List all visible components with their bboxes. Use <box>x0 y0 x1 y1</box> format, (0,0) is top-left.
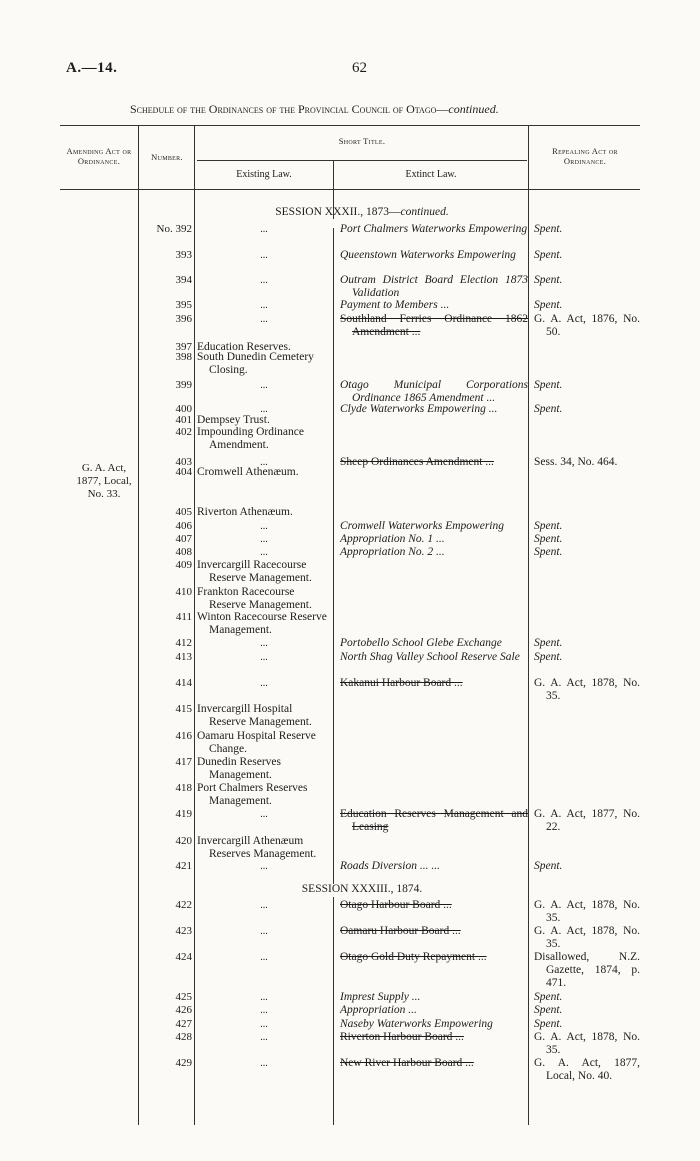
repealing-act-cell <box>534 249 640 262</box>
extinct-law-cell <box>340 313 528 339</box>
row-number: 423 <box>175 925 192 937</box>
col-header-number: Number. <box>151 152 183 162</box>
extinct-law-cell <box>340 808 528 834</box>
extinct-law-text: Appropriation No. 1 ... <box>340 533 445 545</box>
repealing-act-cell <box>534 899 640 925</box>
repealing-act-text: G. A. Act, 1877, Local, No. 40. <box>534 1057 640 1082</box>
extinct-law-text: Payment to Members ... <box>340 299 450 311</box>
repealing-act-text: Spent. <box>534 533 563 545</box>
extinct-law-cell <box>340 637 528 650</box>
existing-law-text: ... <box>260 314 268 325</box>
existing-law-text: ... <box>260 224 268 235</box>
existing-law-text: ... <box>260 250 268 261</box>
existing-law-cell <box>197 299 331 312</box>
repealing-act-cell <box>534 274 640 287</box>
extinct-law-cell <box>340 223 528 236</box>
existing-law-cell <box>197 466 331 479</box>
short-title-rule <box>197 160 527 161</box>
repealing-act-cell <box>534 808 640 834</box>
existing-law-text: Education Reserves. <box>197 341 291 353</box>
repealing-act-cell <box>534 677 640 703</box>
existing-law-cell <box>197 559 331 585</box>
existing-law-cell <box>197 223 331 236</box>
extinct-law-cell <box>340 1031 528 1044</box>
extinct-law-text: Appropriation No. 2 ... <box>340 546 445 558</box>
repealing-act-text: Spent. <box>534 1004 563 1016</box>
extinct-law-cell <box>340 951 528 964</box>
extinct-law-cell <box>340 677 528 690</box>
row-number: 408 <box>175 546 192 558</box>
existing-law-text: ... <box>260 521 268 532</box>
extinct-law-text: Naseby Waterworks Empowering <box>340 1018 493 1030</box>
extinct-law-cell <box>340 991 528 1004</box>
repealing-act-text: G. A. Act, 1877, No. 22. <box>534 808 640 833</box>
repealing-act-text: Spent. <box>534 299 563 311</box>
row-number: No. 392 <box>156 223 192 235</box>
repealing-act-cell <box>534 1057 640 1083</box>
extinct-law-cell <box>340 456 528 469</box>
existing-law-cell <box>197 351 331 377</box>
existing-law-cell <box>197 651 331 664</box>
existing-law-text: ... <box>260 1019 268 1030</box>
existing-law-cell <box>197 533 331 546</box>
col-header-amending: Amending Act or Ordinance. <box>66 146 132 166</box>
extinct-law-cell <box>340 274 528 300</box>
repealing-act-cell <box>534 379 640 392</box>
existing-law-cell <box>197 835 331 861</box>
row-number: 399 <box>175 379 192 391</box>
repealing-act-cell <box>534 313 640 339</box>
row-number: 404 <box>175 466 192 478</box>
extinct-law-text: Appropriation ... <box>340 1004 417 1016</box>
page-code: A.—14. <box>66 60 118 76</box>
col-header-existing: Existing Law. <box>236 169 292 180</box>
repealing-act-cell <box>534 533 640 546</box>
repealing-act-text: Spent. <box>534 546 563 558</box>
existing-law-text: ... <box>260 1032 268 1043</box>
existing-law-cell <box>197 756 331 782</box>
extinct-law-cell <box>340 860 528 873</box>
existing-law-text: Oamaru Hospital Reserve Change. <box>197 730 316 755</box>
existing-law-cell <box>197 506 331 519</box>
repealing-act-text: Sess. 34, No. 464. <box>534 456 618 468</box>
existing-law-cell <box>197 1057 331 1070</box>
existing-law-cell <box>197 1004 331 1017</box>
extinct-law-cell <box>340 1057 528 1070</box>
row-number: 398 <box>175 351 192 363</box>
existing-law-text: Port Chalmers Reserves Management. <box>197 782 308 807</box>
extinct-law-cell <box>340 546 528 559</box>
existing-law-text: ... <box>260 1005 268 1016</box>
row-number: 422 <box>175 899 192 911</box>
existing-law-text: Cromwell Athenæum. <box>197 466 299 478</box>
row-number: 426 <box>175 1004 192 1016</box>
extinct-law-cell <box>340 403 528 416</box>
extinct-law-text: New River Harbour Board ... <box>340 1057 474 1069</box>
existing-law-text: Frankton Racecourse Reserve Management. <box>197 586 312 611</box>
existing-law-text: ... <box>260 992 268 1003</box>
repealing-act-text: Spent. <box>534 379 563 391</box>
repealing-act-text: Spent. <box>534 403 563 415</box>
extinct-law-text: Kakanui Harbour Board ... <box>340 677 463 689</box>
existing-law-cell <box>197 951 331 964</box>
page-number: 62 <box>352 60 367 76</box>
repealing-act-cell <box>534 1018 640 1031</box>
repealing-act-text: Spent. <box>534 637 563 649</box>
repealing-act-text: Spent. <box>534 860 563 872</box>
existing-law-cell <box>197 782 331 808</box>
existing-law-cell <box>197 379 331 392</box>
repealing-act-cell <box>534 546 640 559</box>
row-number: 410 <box>175 586 192 598</box>
existing-law-text: ... <box>260 809 268 820</box>
extinct-law-text: North Shag Valley School Reserve Sale <box>340 651 520 663</box>
page-title: Schedule of the Ordinances of the Provincial Council of Otago—continued. <box>130 102 499 116</box>
row-number: 421 <box>175 860 192 872</box>
extinct-law-text: Oamaru Harbour Board ... <box>340 925 461 937</box>
col-divider-3c <box>333 897 334 1125</box>
row-number: 424 <box>175 951 192 963</box>
extinct-law-cell <box>340 899 528 912</box>
extinct-law-text: Otago Gold Duty Repayment ... <box>340 951 487 963</box>
col-header-extinct: Extinct Law. <box>405 169 457 180</box>
extinct-law-cell <box>340 651 528 664</box>
existing-law-text: ... <box>260 275 268 286</box>
extinct-law-text: Otago Harbour Board ... <box>340 899 452 911</box>
row-number: 413 <box>175 651 192 663</box>
existing-law-text: ... <box>260 380 268 391</box>
col-divider-3b <box>333 228 334 884</box>
repealing-act-text: Spent. <box>534 223 563 235</box>
extinct-law-cell <box>340 379 528 405</box>
existing-law-text: Riverton Athenæum. <box>197 506 293 518</box>
existing-law-cell <box>197 703 331 729</box>
row-number: 402 <box>175 426 192 438</box>
existing-law-text: Dunedin Reserves Management. <box>197 756 281 781</box>
extinct-law-text: Otago Municipal Corporations Ordinance 1865 Amendment ... <box>340 379 528 404</box>
session-heading: SESSION XXXIII., 1874. <box>301 883 423 895</box>
repealing-act-cell <box>534 299 640 312</box>
session-heading: SESSION XXXII., 1873—continued. <box>275 206 449 218</box>
repealing-act-text: Spent. <box>534 991 563 1003</box>
row-number: 416 <box>175 730 192 742</box>
existing-law-text: ... <box>260 300 268 311</box>
existing-law-cell <box>197 1031 331 1044</box>
existing-law-text: ... <box>260 457 268 468</box>
row-number: 397 <box>175 341 192 353</box>
existing-law-cell <box>197 313 331 326</box>
existing-law-text: Dempsey Trust. <box>197 414 270 426</box>
row-number: 396 <box>175 313 192 325</box>
col-header-repealing: Repealing Act or Ordinance. <box>552 146 618 166</box>
existing-law-text: ... <box>260 926 268 937</box>
col-header-short-title: Short Title. <box>338 136 386 146</box>
existing-law-cell <box>197 249 331 262</box>
row-number: 427 <box>175 1018 192 1030</box>
row-number: 405 <box>175 506 192 518</box>
existing-law-text: South Dunedin Cemetery Closing. <box>197 351 314 376</box>
repealing-act-text: Spent. <box>534 249 563 261</box>
row-number: 411 <box>175 611 192 623</box>
extinct-law-cell <box>340 925 528 938</box>
repealing-act-text: Spent. <box>534 274 563 286</box>
extinct-law-text: Sheep Ordinances Amendment ... <box>340 456 494 468</box>
existing-law-cell <box>197 611 331 637</box>
repealing-act-text: G. A. Act, 1876, No. 50. <box>534 313 640 338</box>
col-divider-2 <box>194 125 195 1125</box>
repealing-act-cell <box>534 456 640 469</box>
repealing-act-text: G. A. Act, 1878, No. 35. <box>534 899 640 924</box>
row-number: 415 <box>175 703 192 715</box>
repealing-act-text: G. A. Act, 1878, No. 35. <box>534 677 640 702</box>
repealing-act-cell <box>534 520 640 533</box>
extinct-law-text: Education Reserves Management and Leasing <box>340 808 528 833</box>
existing-law-text: ... <box>260 900 268 911</box>
existing-law-text: Invercargill Athenæum Reserves Management. <box>197 835 317 860</box>
row-number: 403 <box>175 456 192 468</box>
extinct-law-text: Cromwell Waterworks Empowering <box>340 520 504 532</box>
existing-law-text: ... <box>260 678 268 689</box>
repealing-act-cell <box>534 223 640 236</box>
existing-law-cell <box>197 925 331 938</box>
existing-law-text: ... <box>260 952 268 963</box>
repealing-act-cell <box>534 1004 640 1017</box>
row-number: 429 <box>175 1057 192 1069</box>
extinct-law-text: Imprest Supply ... <box>340 991 421 1003</box>
row-number: 407 <box>175 533 192 545</box>
extinct-law-text: Portobello School Glebe Exchange <box>340 637 502 649</box>
extinct-law-text: Port Chalmers Waterworks Empowering <box>340 223 528 235</box>
amending-note: G. A. Act, 1877, Local, No. 33. <box>76 462 132 500</box>
existing-law-cell <box>197 1018 331 1031</box>
extinct-law-text: Riverton Harbour Board ... <box>340 1031 464 1043</box>
row-number: 393 <box>175 249 192 261</box>
row-number: 412 <box>175 637 192 649</box>
existing-law-text: Invercargill Hospital Reserve Management. <box>197 703 312 728</box>
header-bottom-rule <box>60 189 640 190</box>
repealing-act-text: Spent. <box>534 1018 563 1030</box>
existing-law-cell <box>197 860 331 873</box>
existing-law-text: Impounding Ordinance Amendment. <box>197 426 304 451</box>
extinct-law-cell <box>340 520 528 533</box>
repealing-act-cell <box>534 637 640 650</box>
extinct-law-cell <box>340 299 528 312</box>
extinct-law-text: Roads Diversion ... ... <box>340 860 440 872</box>
col-divider-4 <box>528 125 529 1125</box>
existing-law-cell <box>197 546 331 559</box>
repealing-act-text: G. A. Act, 1878, No. 35. <box>534 1031 640 1056</box>
repealing-act-cell <box>534 1031 640 1057</box>
row-number: 394 <box>175 274 192 286</box>
repealing-act-cell <box>534 925 640 951</box>
existing-law-text: Winton Racecourse Reserve Management. <box>197 611 327 636</box>
existing-law-cell <box>197 274 331 287</box>
existing-law-cell <box>197 426 331 452</box>
existing-law-cell <box>197 637 331 650</box>
table-top-rule <box>60 125 640 126</box>
row-number: 419 <box>175 808 192 820</box>
row-number: 420 <box>175 835 192 847</box>
existing-law-text: ... <box>260 547 268 558</box>
repealing-act-cell <box>534 651 640 664</box>
row-number: 425 <box>175 991 192 1003</box>
row-number: 418 <box>175 782 192 794</box>
existing-law-text: Invercargill Racecourse Reserve Management. <box>197 559 312 584</box>
existing-law-text: ... <box>260 534 268 545</box>
repealing-act-text: Spent. <box>534 520 563 532</box>
repealing-act-cell <box>534 860 640 873</box>
repealing-act-cell <box>534 951 640 990</box>
row-number: 428 <box>175 1031 192 1043</box>
repealing-act-cell <box>534 991 640 1004</box>
row-number: 395 <box>175 299 192 311</box>
repealing-act-text: Disallowed, N.Z. Gazette, 1874, p. 471. <box>534 951 640 989</box>
extinct-law-cell <box>340 249 528 262</box>
extinct-law-cell <box>340 1004 528 1017</box>
row-number: 400 <box>175 403 192 415</box>
existing-law-cell <box>197 899 331 912</box>
existing-law-text: ... <box>260 861 268 872</box>
extinct-law-text: Clyde Waterworks Empowering ... <box>340 403 498 415</box>
extinct-law-cell <box>340 1018 528 1031</box>
existing-law-cell <box>197 586 331 612</box>
existing-law-cell <box>197 730 331 756</box>
repealing-act-text: Spent. <box>534 651 563 663</box>
row-number: 414 <box>175 677 192 689</box>
existing-law-text: ... <box>260 638 268 649</box>
existing-law-cell <box>197 520 331 533</box>
extinct-law-cell <box>340 533 528 546</box>
existing-law-cell <box>197 991 331 1004</box>
extinct-law-text: Outram District Board Election 1873 Validation <box>340 274 528 299</box>
existing-law-text: ... <box>260 652 268 663</box>
row-number: 409 <box>175 559 192 571</box>
extinct-law-text: Queenstown Waterworks Empowering <box>340 249 516 261</box>
extinct-law-text: Southland Ferries Ordinance 1862 Amendment ... <box>340 313 528 338</box>
existing-law-cell <box>197 808 331 821</box>
existing-law-text: ... <box>260 404 268 415</box>
repealing-act-text: G. A. Act, 1878, No. 35. <box>534 925 640 950</box>
row-number: 401 <box>175 414 192 426</box>
row-number: 406 <box>175 520 192 532</box>
existing-law-text: ... <box>260 1058 268 1069</box>
existing-law-cell <box>197 677 331 690</box>
row-number: 417 <box>175 756 192 768</box>
repealing-act-cell <box>534 403 640 416</box>
